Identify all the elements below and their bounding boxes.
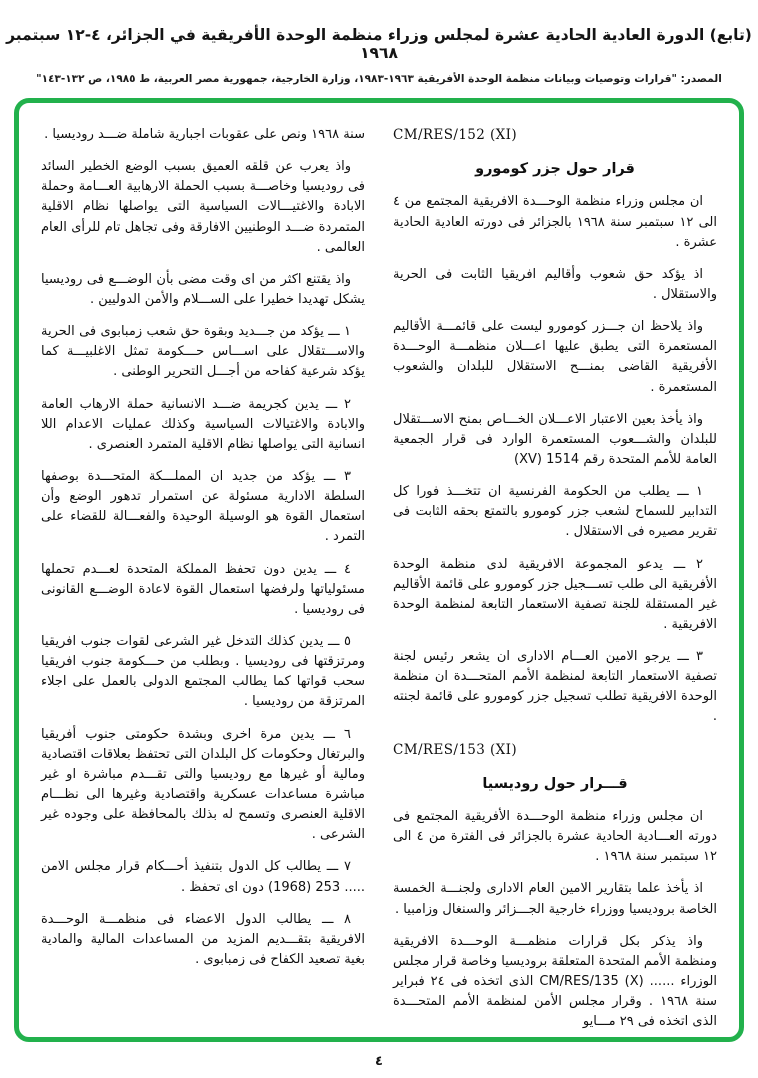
column-right-resolutions <box>393 125 717 1030</box>
continuation-paragraph: ٧ ـــ يطالب كل الدول بتنفيذ أحـــكام قرار مجلس الامن ..... 253 (1968) دون اى تحفظ . <box>41 859 365 895</box>
continuation-paragraph: سنة ١٩٦٨ ونص على عقوبات اجبارية شاملة ضـــد روديسيا . <box>44 127 365 142</box>
page-number: ٤ <box>375 1054 383 1069</box>
res152-paragraph: ان مجلس وزراء منظمة الوحـــدة الافريقية المجتمع من ٤ الى ١٢ سبتمبر سنة ١٩٦٨ بالجزائر فى دورته العادية الحادية عشرة . <box>393 194 717 250</box>
continuation-paragraph: ٤ ـــ يدين دون تحفظ المملكة المتحدة لعـــدم تحملها مسئولياتها ولرفضها استعمال القوة لاعادة الوضـــع القانونى فى روديسيا . <box>41 561 365 617</box>
resolution-title-rhodesia: قـــرار حول روديسيا <box>482 775 628 792</box>
page-footer <box>0 1050 758 1069</box>
res152-paragraph: واذ يأخذ بعين الاعتبار الاعـــلان الخـــاص بمنح الاســـتقلال للبلدان والشـــعوب المستعمرة الوارد فى قرار الجمعية العامة للأمم المتحدة رقم 1514 (XV) <box>393 411 717 467</box>
res152-paragraph: واذ يلاحظ ان جـــزر كومورو ليست على قائمـــة الأقاليم المستعمرة التى يطبق عليها اعـــلان منظمـــة الوحـــدة الأفريقية القاضى بمنـــح الاستقلال للبلدان والشعوب المستعمرة . <box>393 319 717 395</box>
res153-paragraph: واذ يذكر بكل قرارات منظمـــة الوحـــدة الافريقية ومنظمة الأمم المتحدة المتعلقة بروديسيا وخاصة قرار مجلس الوزراء ...... CM/RES/135 (X) الذى اتخذه فى ٢٤ فبراير سنة ١٩٦٨ . وقرار مجلس الأمن لمنظمة الأمم المتحـــدة الذى اتخذه فى ٢٩ مـــايو <box>393 933 717 1030</box>
continuation-paragraph: ٢ ـــ يدين كجريمة ضـــد الانسانية حملة الارهاب العامة والابادة والاغتيالات السياسية وكذلك عمليات الاعدام اللا انسانية التى يواصلها نظام الاقلية المتمرد العنصرى . <box>41 396 365 452</box>
two-column-layout <box>41 125 717 1030</box>
source-line: المصدر: "قرارات وتوصيات وبيانات منظمة الوحدة الأفريقية ١٩٦٣-١٩٨٣، وزارة الخارجية، جمهورية مصر العربية، ط ١٩٨٥، ص ١٣٢-١٤٣" <box>36 73 722 85</box>
continuation-paragraph: ٦ ـــ يدين مرة اخرى وبشدة حكومتى جنوب أفريقيا والبرتغال وحكومات كل البلدان التى تحتفظ بعلاقات اقتصادية ومالية أو غيرها مع روديسيا والتى تقـــدم مباشرة او غير مباشرة مساعدات عسكرية واقتصادية وغيرها الى نظـــام الاقلية العنصرى وتسمح له بذلك بالمحافظة على وجوده غير الشرعى . <box>41 726 365 843</box>
continuation-paragraph: ٨ ـــ يطالب الدول الاعضاء فى منظمـــة الوحـــدة الافريقية بتقـــديم المزيد من المساعدات المالية والمادية بغية تصعيد الكفاح فى زمبابوى . <box>41 911 365 967</box>
continuation-paragraph: ٥ ـــ يدين كذلك التدخل غير الشرعى لقوات جنوب افريقيا ومرتزقتها فى روديسيا . وبطلب من حـــكومة جنوب افريقيا سحب قواتها كما يطالب المجتمع الدولى بالعمل على اجلاء المرتزقة من روديسيا . <box>41 633 365 710</box>
continuation-paragraph: ١ ـــ يؤكد من جـــديد وبقوة حق شعب زمبابوى فى الحرية والاســـتقلال على اســـاس حـــكومة تمثل الاغلبيـــة كما يؤكد شرعية كفاحه من أجـــل التحرير الوطنى . <box>41 324 365 380</box>
res153-paragraph: اذ يأخذ علما بتقارير الامين العام الادارى ولجنـــة الخمسة الخاصة بروديسيا ووزراء خارجية الجـــزائر والسنغال وزامبيا . <box>393 881 717 917</box>
continuation-paragraph: واذ يقتنع اكثر من اى وقت مضى بأن الوضـــع فى روديسيا يشكل تهديدا خطيرا على الســـلام والأمن الدوليين . <box>41 271 365 307</box>
res152-paragraph: اذ يؤكد حق شعوب وأقاليم افريقيا الثابت فى الحرية والاستقلال . <box>393 266 717 302</box>
document-frame <box>14 98 744 1042</box>
continuation-paragraph: ٣ ـــ يؤكد من جديد ان المملـــكة المتحـــدة بوصفها السلطة الادارية مسئولة عن استمرار تدهور الوضع وأن استعمال القوة هو الوسيلة الوحيدة والفعـــالة للقضاء على التمرد . <box>41 468 365 545</box>
res152-paragraph: ٣ ـــ يرجو الامين العـــام الادارى ان يشعر رئيس لجنة تصفية الاستعمار التابعة لمنظمة الأمم المتحـــدة ان منظمة الوحدة الافريقية تطلب تسجيل جزر كومورو على قائمة لجنته . <box>393 649 717 725</box>
res153-paragraph: ان مجلس وزراء منظمة الوحـــدة الأفريقية المجتمع فى دورته العـــادية الحادية عشرة بالجزائر فى الفترة من ٤ الى ١٢ سبتمبر سنة ١٩٦٨ . <box>393 809 717 865</box>
continuation-paragraph: واذ يعرب عن قلقه العميق بسبب الوضع الخطير السائد فى روديسيا وخاصـــة بسبب الحملة الارهابية العـــامة وحملة الابادة والاغتيـــالات السياسية التى يواصلها نظام الاقلية المتمردة ضـــد الوطنيين الافارقة وفى تجاهل تام للرأى العام العالمى . <box>41 159 365 255</box>
resolution-code-153: CM/RES/153 (XI) <box>393 741 518 758</box>
resolution-code-152: CM/RES/152 (XI) <box>393 127 518 143</box>
column-left-continuation <box>41 125 365 1023</box>
session-title: (تابع) الدورة العادية الحادية عشرة لمجلس وزراء منظمة الوحدة الأفريقية في الجزائر، ٤-١٢ سبتمبر ١٩٦٨ <box>6 26 752 62</box>
page-header <box>0 0 758 85</box>
resolution-title-comoros: قرار حول جزر كومورو <box>475 160 635 177</box>
res152-paragraph: ١ ـــ يطلب من الحكومة الفرنسية ان تتخـــذ فورا كل التدابير للسماح لشعب جزر كومورو بالتمتع بحقه الثابت فى تقرير مصيره فى الاستقلال . <box>393 484 717 540</box>
res152-paragraph: ٢ ـــ يدعو المجموعة الافريقية لدى منظمة الوحدة الأفريقية الى طلب تســـجيل جزر كومورو على قائمة الأقاليم غير المستقلة للجنة تصفية الاستعمار التابعة لمنظمة الوحدة الافريقية . <box>393 556 717 632</box>
